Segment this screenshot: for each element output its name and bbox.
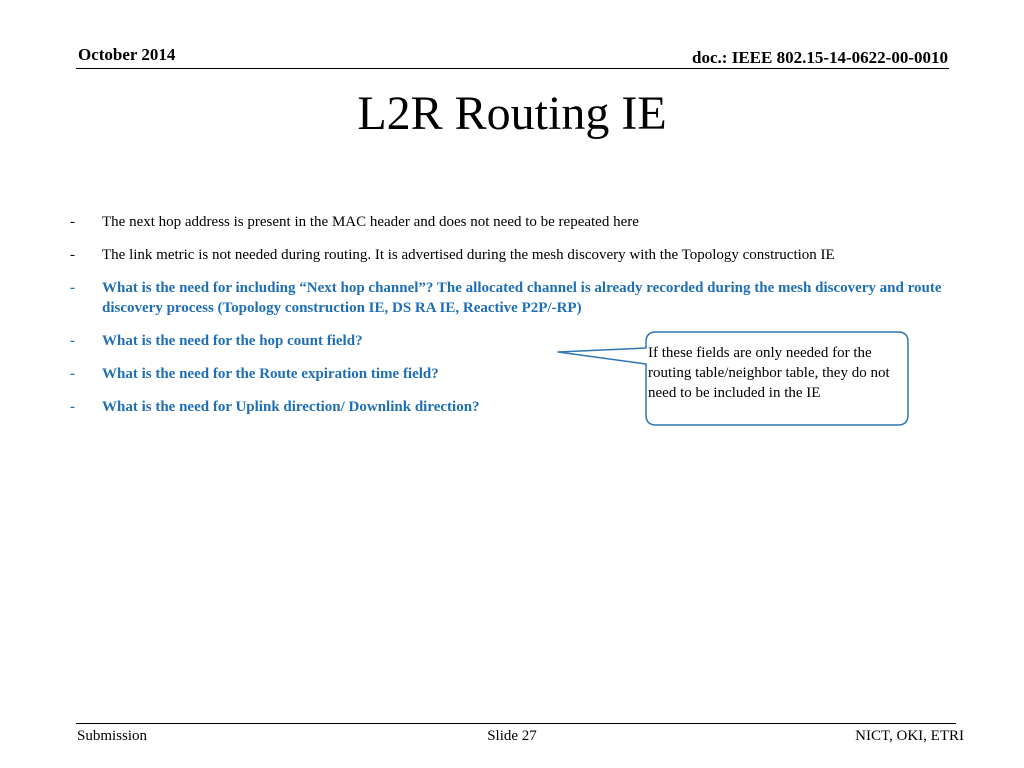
bullet-text: What is the need for the hop count field? — [102, 333, 363, 349]
footer-authors: NICT, OKI, ETRI — [855, 728, 964, 744]
callout-box — [556, 331, 910, 427]
header-date: October 2014 — [78, 45, 176, 64]
bullet-marker: - — [70, 280, 75, 296]
bullet-text: The link metric is not needed during routing. It is advertised during the mesh discovery with the Topology construction IE — [102, 247, 835, 263]
footer-submission: Submission — [77, 728, 148, 744]
bullet-marker: - — [70, 214, 75, 230]
bullet-item — [70, 278, 990, 318]
bullet-item — [70, 245, 990, 265]
header-divider — [76, 68, 949, 69]
footer-slide-number: Slide 27 — [487, 728, 537, 744]
bullet-marker: - — [70, 333, 75, 349]
header-doc-id: doc.: IEEE 802.15-14-0622-00-0010 — [692, 48, 948, 67]
bullet-marker: - — [70, 366, 75, 382]
callout-text: If these fields are only needed for the routing table/neighbor table, they do not need to be included in the IE — [648, 345, 890, 401]
bullet-marker: - — [70, 247, 75, 263]
slide-title: L2R Routing IE — [357, 87, 667, 140]
bullet-text: What is the need for the Route expiration time field? — [102, 366, 439, 382]
footer-divider — [76, 723, 956, 724]
bullet-item — [70, 212, 990, 232]
bullet-text: What is the need for Uplink direction/ Downlink direction? — [102, 399, 480, 415]
bullet-text: What is the need for including “Next hop channel”? The allocated channel is already recorded during the mesh discovery and route discovery process (Topology construction IE, DS RA IE, Reactive P2P/-RP) — [102, 280, 942, 316]
bullet-marker: - — [70, 399, 75, 415]
bullet-text: The next hop address is present in the MAC header and does not need to be repeated here — [102, 214, 639, 230]
